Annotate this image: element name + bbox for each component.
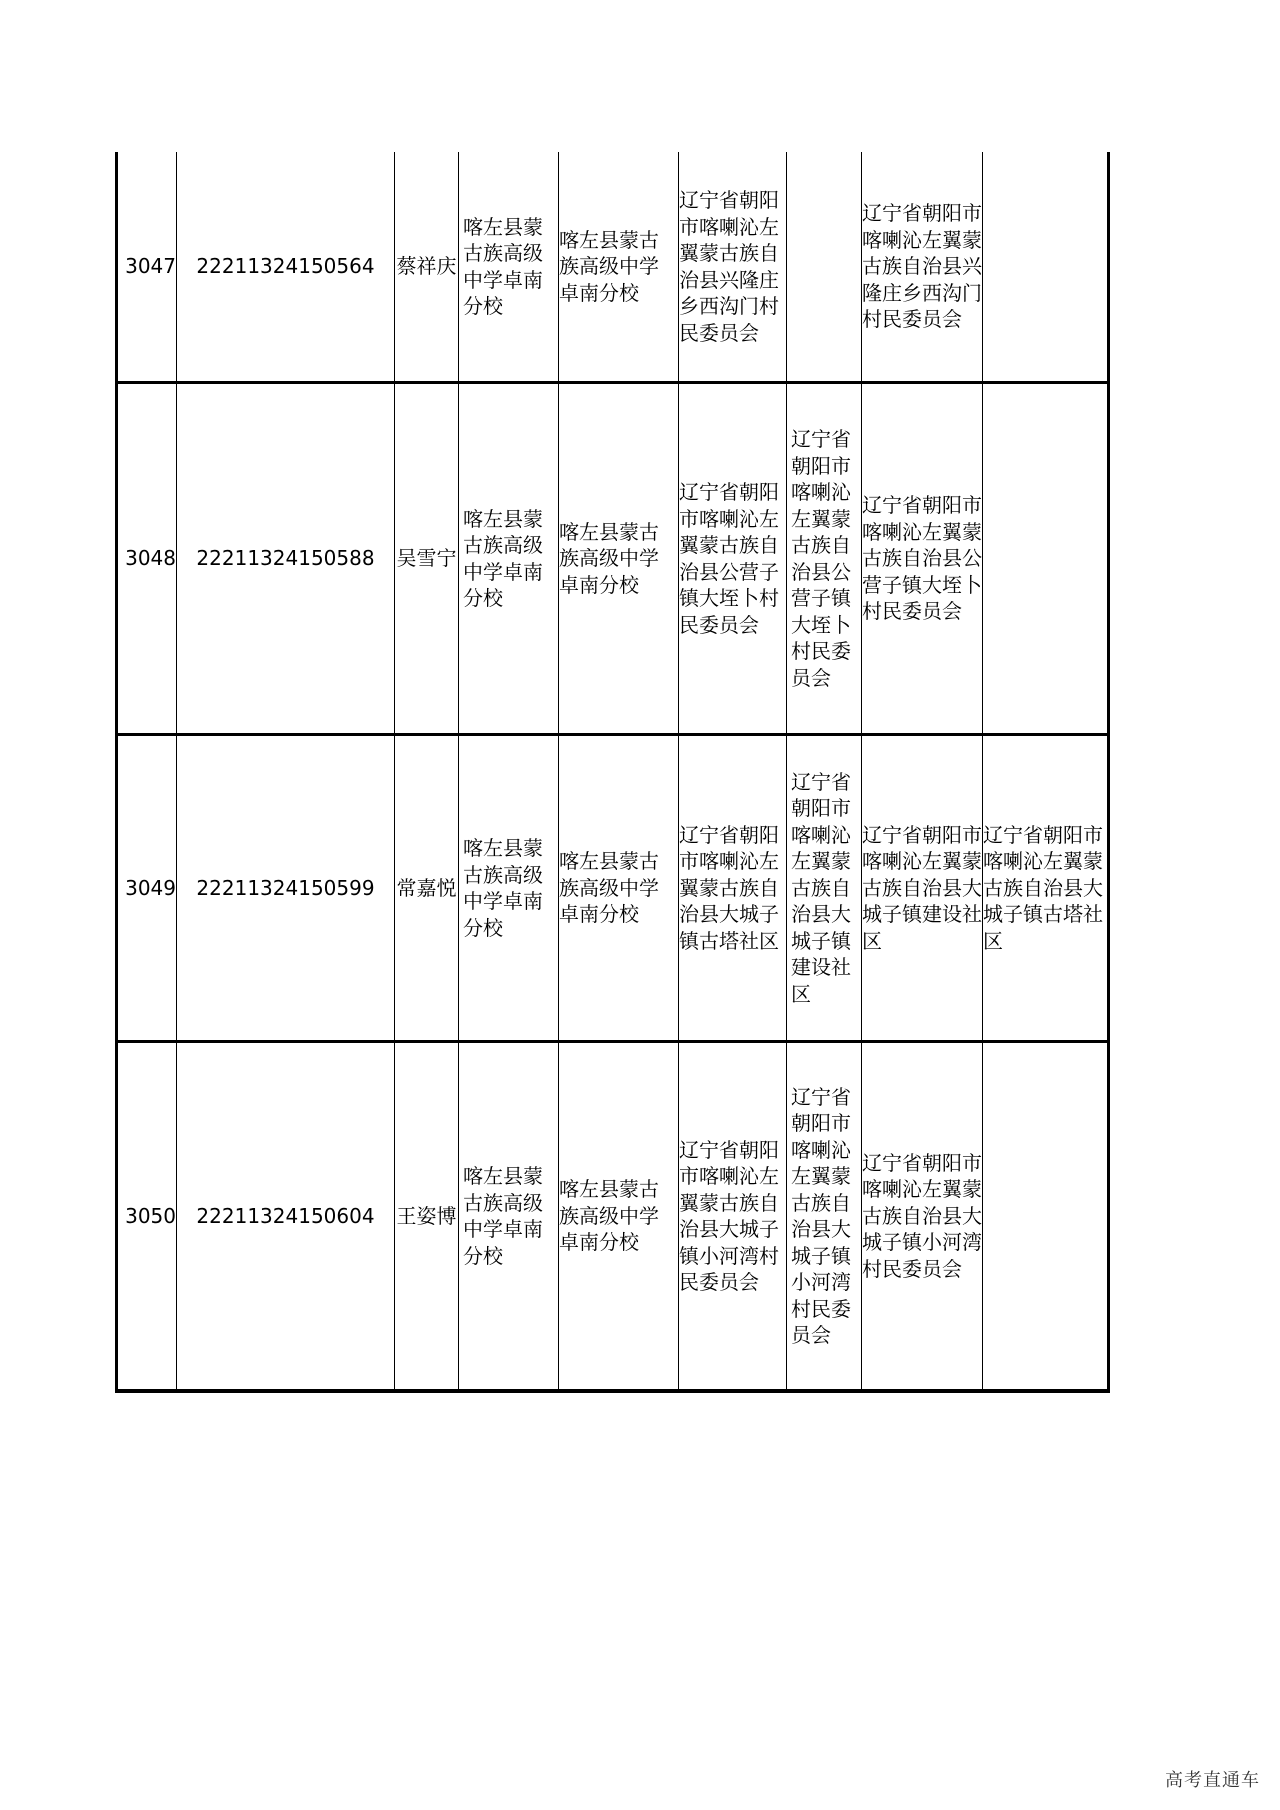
school-cell: 喀左县蒙古族高级中学卓南分校 bbox=[459, 383, 559, 735]
address-cell bbox=[787, 152, 862, 383]
school-cell: 喀左县蒙古族高级中学卓南分校 bbox=[559, 735, 679, 1042]
address-cell: 辽宁省朝阳市喀喇沁左翼蒙古族自治县大城子镇古塔社区 bbox=[679, 735, 787, 1042]
address-cell: 辽宁省朝阳市喀喇沁左翼蒙古族自治县公营子镇大垤卜村民委员会 bbox=[679, 383, 787, 735]
address-cell: 辽宁省朝阳市喀喇沁左翼蒙古族自治县大城子镇小河湾村民委员会 bbox=[679, 1042, 787, 1392]
address-cell: 辽宁省朝阳市喀喇沁左翼蒙古族自治县公营子镇大垤卜村民委员会 bbox=[862, 383, 983, 735]
student-name-cell: 王姿博 bbox=[395, 1042, 459, 1392]
student-name-cell: 蔡祥庆 bbox=[395, 152, 459, 383]
address-cell: 辽宁省朝阳市喀喇沁左翼蒙古族自治县公营子镇大垤卜村民委员会 bbox=[787, 383, 862, 735]
address-cell: 辽宁省朝阳市喀喇沁左翼蒙古族自治县大城子镇古塔社区 bbox=[983, 735, 1109, 1042]
watermark-text: 高考直通车 bbox=[1165, 1770, 1260, 1791]
serial-number-cell: 3047 bbox=[117, 152, 177, 383]
serial-number-cell: 3049 bbox=[117, 735, 177, 1042]
school-cell: 喀左县蒙古族高级中学卓南分校 bbox=[459, 1042, 559, 1392]
address-cell: 辽宁省朝阳市喀喇沁左翼蒙古族自治县大城子镇小河湾村民委员会 bbox=[862, 1042, 983, 1392]
address-cell: 辽宁省朝阳市喀喇沁左翼蒙古族自治县大城子镇建设社区 bbox=[862, 735, 983, 1042]
address-cell bbox=[983, 152, 1109, 383]
address-cell bbox=[983, 383, 1109, 735]
school-cell: 喀左县蒙古族高级中学卓南分校 bbox=[559, 383, 679, 735]
address-cell: 辽宁省朝阳市喀喇沁左翼蒙古族自治县兴隆庄乡西沟门村民委员会 bbox=[862, 152, 983, 383]
address-cell: 辽宁省朝阳市喀喇沁左翼蒙古族自治县兴隆庄乡西沟门村民委员会 bbox=[679, 152, 787, 383]
table-row bbox=[117, 383, 1109, 735]
exam-id-cell: 22211324150599 bbox=[177, 735, 395, 1042]
school-cell: 喀左县蒙古族高级中学卓南分校 bbox=[459, 735, 559, 1042]
table-row bbox=[117, 1042, 1109, 1392]
serial-number-cell: 3050 bbox=[117, 1042, 177, 1392]
school-cell: 喀左县蒙古族高级中学卓南分校 bbox=[459, 152, 559, 383]
table-row bbox=[117, 735, 1109, 1042]
exam-id-cell: 22211324150588 bbox=[177, 383, 395, 735]
student-roster-table bbox=[115, 152, 1110, 1393]
address-cell: 辽宁省朝阳市喀喇沁左翼蒙古族自治县大城子镇建设社区 bbox=[787, 735, 862, 1042]
serial-number-cell: 3048 bbox=[117, 383, 177, 735]
address-cell: 辽宁省朝阳市喀喇沁左翼蒙古族自治县大城子镇小河湾村民委员会 bbox=[787, 1042, 862, 1392]
exam-id-cell: 22211324150604 bbox=[177, 1042, 395, 1392]
exam-id-cell: 22211324150564 bbox=[177, 152, 395, 383]
table-row bbox=[117, 152, 1109, 383]
student-name-cell: 常嘉悦 bbox=[395, 735, 459, 1042]
school-cell: 喀左县蒙古族高级中学卓南分校 bbox=[559, 152, 679, 383]
student-name-cell: 吴雪宁 bbox=[395, 383, 459, 735]
school-cell: 喀左县蒙古族高级中学卓南分校 bbox=[559, 1042, 679, 1392]
address-cell bbox=[983, 1042, 1109, 1392]
